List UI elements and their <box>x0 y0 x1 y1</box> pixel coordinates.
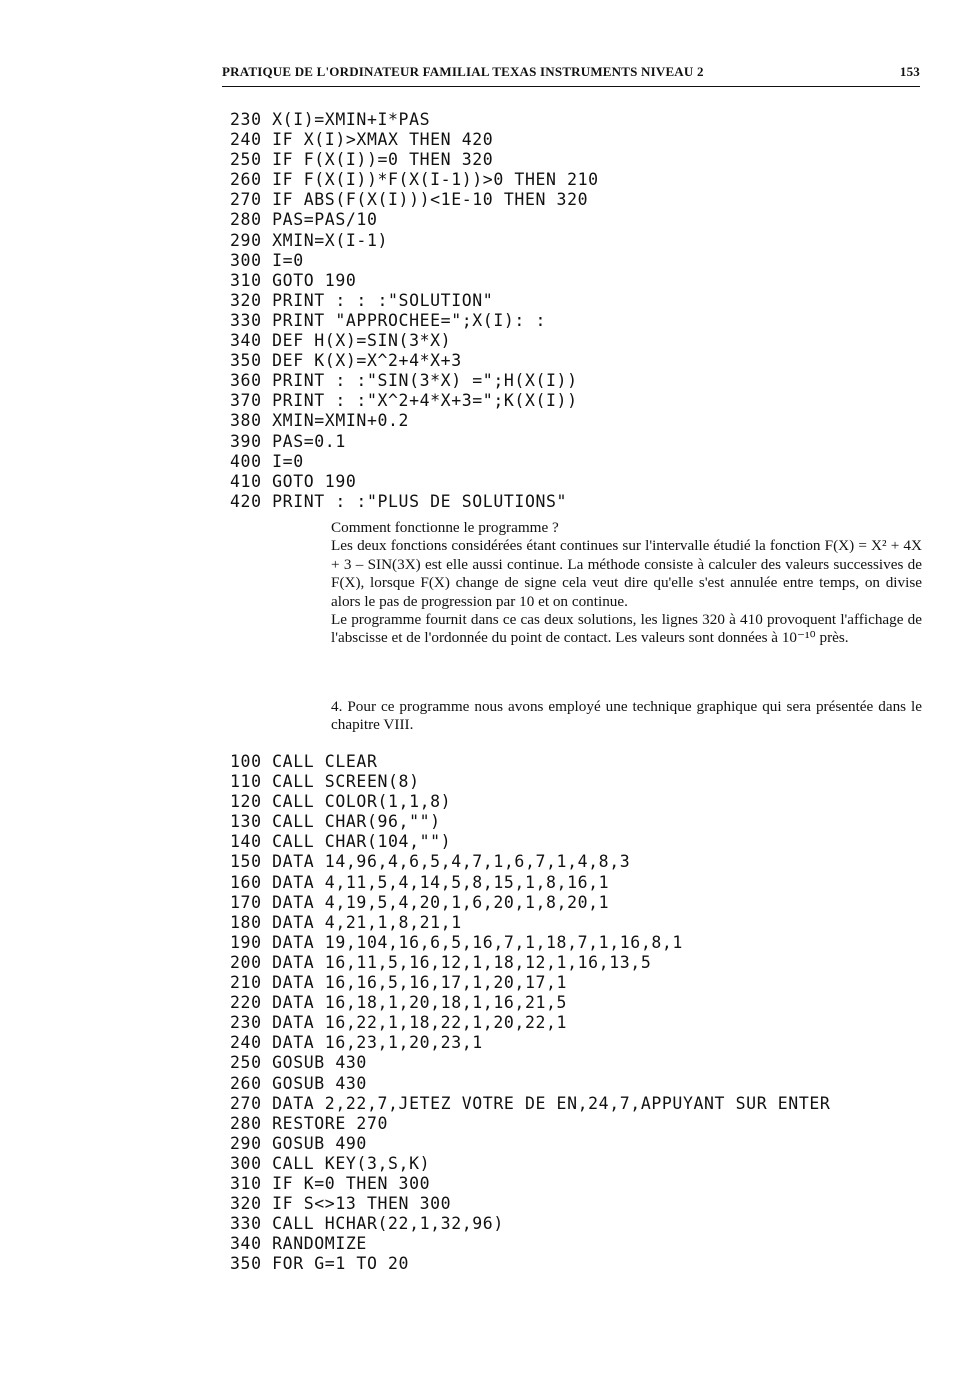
header-rule <box>222 86 920 87</box>
code-line: 370 PRINT : :"X^2+4*X+3=";K(X(I)) <box>230 391 578 411</box>
code-line: 310 GOTO 190 <box>230 270 357 290</box>
code-line: 140 CALL CHAR(104,"") <box>230 832 452 852</box>
running-header-title: PRATIQUE DE L'ORDINATEUR FAMILIAL TEXAS INSTRUMENTS NIVEAU 2 <box>222 64 704 79</box>
code-line: 290 GOSUB 490 <box>230 1133 367 1153</box>
code-line: 340 RANDOMIZE <box>230 1234 367 1254</box>
page-number: 153 <box>899 64 920 79</box>
code-line: 330 PRINT "APPROCHEE=";X(I): : <box>230 310 547 330</box>
code-line: 130 CALL CHAR(96,"") <box>230 812 441 832</box>
code-line: 290 XMIN=X(I-1) <box>230 230 389 250</box>
code-line: 250 GOSUB 430 <box>230 1053 367 1073</box>
code-line: 340 DEF H(X)=SIN(3*X) <box>230 331 452 351</box>
explanation-question: Comment fonctionne le programme ? <box>331 519 559 536</box>
code-line: 270 DATA 2,22,7,JETEZ VOTRE DE EN,24,7,APPUYANT SUR ENTER <box>230 1093 831 1113</box>
code-line: 270 IF ABS(F(X(I)))<1E-10 THEN 320 <box>230 190 589 210</box>
code-line: 300 I=0 <box>230 250 304 270</box>
code-line: 410 GOTO 190 <box>230 471 357 491</box>
explanation-paragraph-1: Les deux fonctions considérées étant continues sur l'intervalle étudié la fonction F(X) = X² + 4X + 3 – SIN(3X) est elle aussi continue. La méthode consiste à calculer des valeurs successives de F(X), lorsque F(X) change de signe cela veut dire qu'elle s'est annulée entre temps, on divise alors le pas de progression par 10 et on continue. <box>331 537 922 610</box>
code-line: 240 IF X(I)>XMAX THEN 420 <box>230 130 494 150</box>
code-line: 160 DATA 4,11,5,4,14,5,8,15,1,8,16,1 <box>230 872 610 892</box>
code-line: 380 XMIN=XMIN+0.2 <box>230 411 410 431</box>
code-line: 120 CALL COLOR(1,1,8) <box>230 792 452 812</box>
code-line: 200 DATA 16,11,5,16,12,1,18,12,1,16,13,5 <box>230 952 652 972</box>
code-line: 350 FOR G=1 TO 20 <box>230 1254 410 1274</box>
code-line: 390 PAS=0.1 <box>230 431 346 451</box>
code-listing-2 <box>230 752 830 1274</box>
code-line: 280 RESTORE 270 <box>230 1113 389 1133</box>
code-line: 190 DATA 19,104,16,6,5,16,7,1,18,7,1,16,8,1 <box>230 932 683 952</box>
code-line: 210 DATA 16,16,5,16,17,1,20,17,1 <box>230 973 568 993</box>
section-4 <box>331 698 922 735</box>
code-line: 320 PRINT : : :"SOLUTION" <box>230 290 494 310</box>
running-header <box>222 64 920 84</box>
code-line: 300 CALL KEY(3,S,K) <box>230 1153 431 1173</box>
code-line: 170 DATA 4,19,5,4,20,1,6,20,1,8,20,1 <box>230 892 610 912</box>
code-line: 240 DATA 16,23,1,20,23,1 <box>230 1033 483 1053</box>
code-line: 330 CALL HCHAR(22,1,32,96) <box>230 1214 504 1234</box>
explanation-paragraph-2: Le programme fournit dans ce cas deux solutions, les lignes 320 à 410 provoquent l'affichage de l'abscisse et de l'ordonnée du point de contact. Les valeurs sont données à 10⁻¹⁰ près. <box>331 611 922 647</box>
code-line: 180 DATA 4,21,1,8,21,1 <box>230 912 462 932</box>
code-line: 360 PRINT : :"SIN(3*X) =";H(X(I)) <box>230 371 578 391</box>
code-line: 320 IF S<>13 THEN 300 <box>230 1194 452 1214</box>
code-line: 230 DATA 16,22,1,18,22,1,20,22,1 <box>230 1013 568 1033</box>
code-line: 150 DATA 14,96,4,6,5,4,7,1,6,7,1,4,8,3 <box>230 852 631 872</box>
code-line: 110 CALL SCREEN(8) <box>230 772 420 792</box>
code-line: 260 GOSUB 430 <box>230 1073 367 1093</box>
code-line: 230 X(I)=XMIN+I*PAS <box>230 110 431 129</box>
code-line: 100 CALL CLEAR <box>230 752 378 771</box>
code-line: 310 IF K=0 THEN 300 <box>230 1173 431 1193</box>
code-line: 250 IF F(X(I))=0 THEN 320 <box>230 150 494 170</box>
code-line: 220 DATA 16,18,1,20,18,1,16,21,5 <box>230 993 568 1013</box>
code-line: 280 PAS=PAS/10 <box>230 210 378 230</box>
code-line: 400 I=0 <box>230 451 304 471</box>
code-listing-1 <box>230 110 599 512</box>
code-line: 420 PRINT : :"PLUS DE SOLUTIONS" <box>230 491 568 511</box>
section-4-text: 4. Pour ce programme nous avons employé une technique graphique qui sera présentée dans le chapitre VIII. <box>331 698 922 734</box>
explanation-section <box>331 519 922 648</box>
code-line: 260 IF F(X(I))*F(X(I-1))>0 THEN 210 <box>230 170 599 190</box>
code-line: 350 DEF K(X)=X^2+4*X+3 <box>230 351 462 371</box>
